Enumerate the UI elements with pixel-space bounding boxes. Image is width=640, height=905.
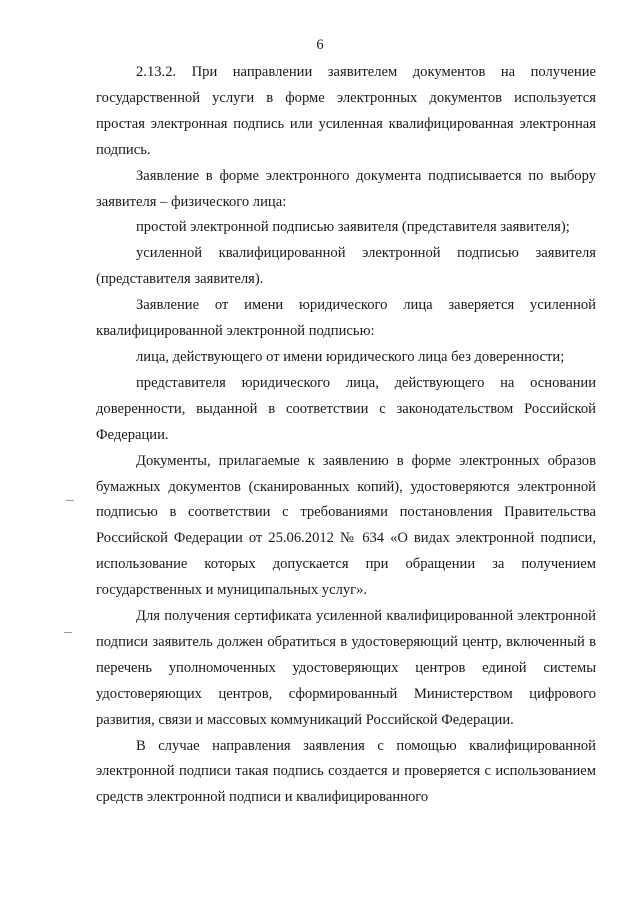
paragraph-electronic-signature-types: 2.13.2. При направлении заявителем документов на получение государственной услуги в форме электронных документов используется простая электронная подпись или усиленная квалифицированная электронная подпись. (96, 64, 596, 158)
paragraph-individual-signing: Заявление в форме электронного документа подписывается по выбору заявителя – физического лица: (96, 167, 596, 210)
paragraph-without-power-of-attorney: лица, действующего от имени юридического лица без доверенности; (136, 348, 565, 365)
paragraph-attached-documents: Документы, прилагаемые к заявлению в форме электронных образов бумажных документов (сканированных копий), удостоверяются электронной подписью в соответствии с требованиями постановления Правительства Российской Федерации от 25.06.2012 № 634 «О видах электронной подписи, использование которых допускается при обращении за получением государственных и муниципальных услуг». (96, 452, 596, 599)
paragraph-representative: представителя юридического лица, действующего на основании доверенности, выданной в соответствии с законодательством Российской Федерации. (96, 374, 596, 443)
scan-margin-mark (64, 632, 72, 633)
scan-margin-mark (66, 500, 74, 501)
page-number: 6 (316, 37, 324, 53)
document-body (96, 60, 596, 811)
paragraph-certificate: Для получения сертификата усиленной квалифицированной электронной подписи заявитель должен обратиться в удостоверяющий центр, включенный в перечень уполномоченных удостоверяющих центров единой системы удостоверяющих центров, сформированный Министерством цифрового развития, связи и массовых коммуникаций Российской Федерации. (96, 608, 596, 728)
paragraph-legal-entity-signing: Заявление от имени юридического лица заверяется усиленной квалифицированной электронной подписью: (96, 297, 596, 340)
paragraph-qualified-signature-case: В случае направления заявления с помощью квалифицированной электронной подписи такая подпись создается и проверяется с использованием средств электронной подписи и квалифицированного (96, 737, 596, 806)
paragraph-qualified-signature: усиленной квалифицированной электронной подписью заявителя (представителя заявителя). (96, 245, 596, 288)
paragraph-simple-signature: простой электронной подписью заявителя (представителя заявителя); (136, 219, 570, 236)
